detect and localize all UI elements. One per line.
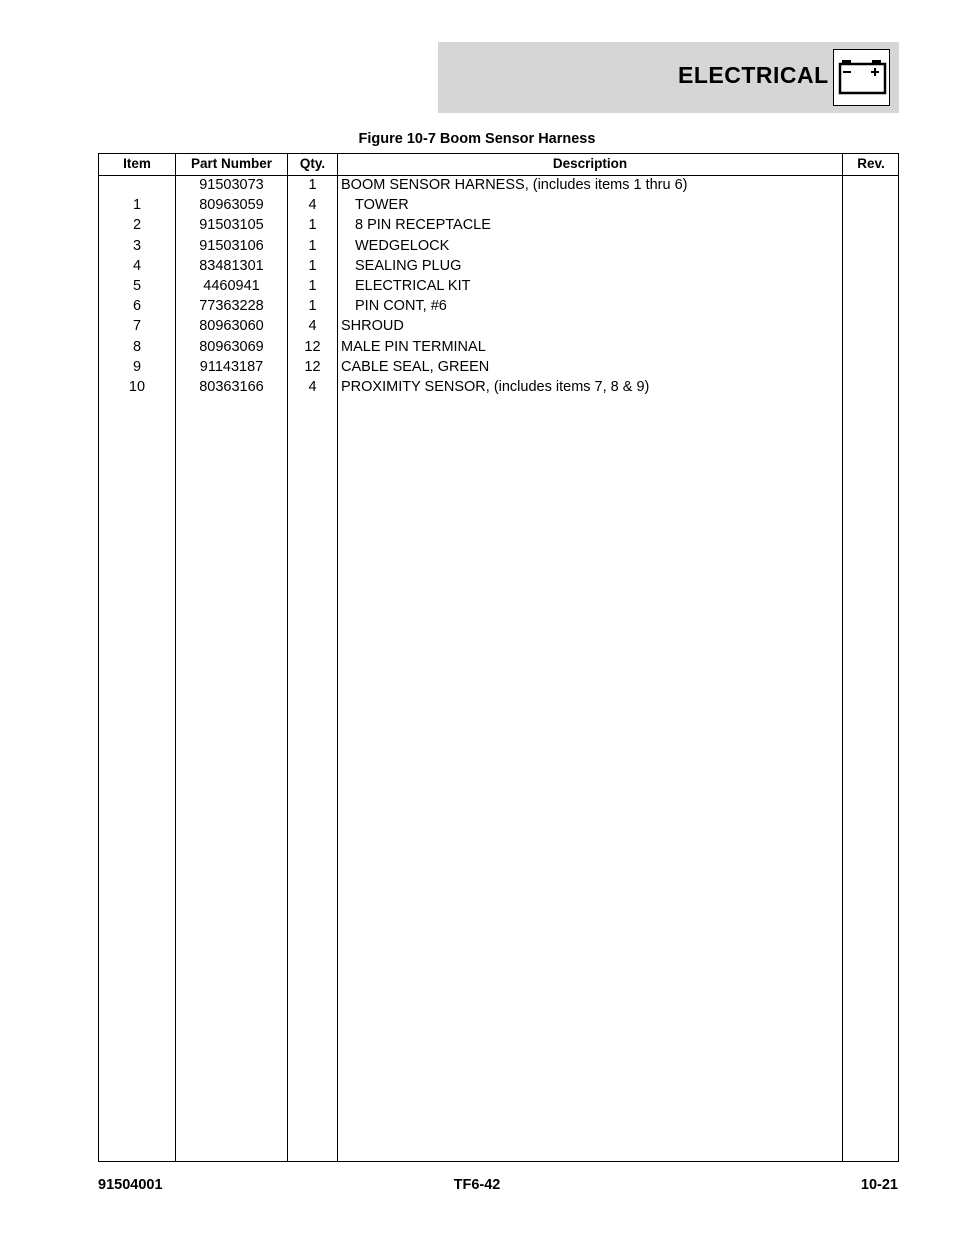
column-header-qty: Qty. [299, 156, 326, 171]
part-number-cell: 80963059 [199, 197, 264, 214]
part-number-cell: 77363228 [199, 298, 264, 315]
section-header-band [438, 42, 899, 113]
item-cell: 4 [132, 257, 142, 274]
description-cell: PIN CONT, #6 [355, 298, 447, 315]
item-cell: 7 [132, 318, 142, 335]
item-cell: 10 [128, 379, 146, 395]
qty-cell: 12 [304, 358, 321, 375]
column-header-part-number: Part Number [190, 156, 273, 171]
qty-cell: 4 [308, 379, 317, 395]
item-cell: 5 [132, 278, 142, 294]
table-row [99, 316, 898, 336]
battery-icon [833, 49, 890, 106]
table-row [99, 215, 898, 235]
section-title: ELECTRICAL [678, 62, 829, 88]
qty-cell: 12 [304, 338, 321, 355]
item-cell: 8 [132, 338, 142, 355]
footer-manual-code: TF6-42 [453, 1177, 501, 1193]
part-number-cell: 4460941 [203, 278, 260, 294]
part-number-cell: 80363166 [199, 379, 264, 395]
footer-document-number: 91504001 [98, 1177, 163, 1193]
qty-cell: 1 [308, 298, 317, 315]
description-cell: BOOM SENSOR HARNESS, (includes items 1 thru 6) [341, 177, 688, 193]
qty-cell: 1 [308, 217, 317, 234]
qty-cell: 1 [308, 278, 317, 294]
parts-table [98, 153, 899, 1162]
part-number-cell: 83481301 [199, 257, 264, 274]
qty-cell: 1 [308, 257, 317, 274]
description-cell: SEALING PLUG [355, 257, 462, 274]
description-cell: PROXIMITY SENSOR, (includes items 7, 8 & 9) [341, 379, 650, 395]
qty-cell: 4 [308, 318, 317, 335]
item-cell: 9 [132, 358, 142, 375]
part-number-cell: 80963069 [199, 338, 264, 355]
part-number-cell: 80963060 [199, 318, 264, 335]
description-cell: WEDGELOCK [355, 237, 450, 254]
column-header-rev: Rev. [857, 156, 885, 171]
description-cell: ELECTRICAL KIT [355, 278, 471, 294]
table-row [99, 296, 898, 316]
qty-cell: 4 [308, 197, 317, 214]
part-number-cell: 91503106 [199, 237, 264, 254]
part-number-cell: 91503105 [199, 217, 264, 234]
qty-cell: 1 [308, 177, 317, 193]
part-number-cell: 91143187 [199, 358, 264, 375]
description-cell: MALE PIN TERMINAL [341, 338, 486, 355]
item-cell: 3 [132, 237, 142, 254]
column-header-description: Description [552, 156, 628, 171]
table-row [99, 276, 898, 296]
qty-cell: 1 [308, 237, 317, 254]
table-row [99, 175, 898, 195]
figure-title: Figure 10-7 Boom Sensor Harness [358, 131, 596, 147]
description-cell: TOWER [355, 197, 409, 214]
table-row [99, 256, 898, 276]
table-row [99, 337, 898, 357]
table-row [99, 357, 898, 377]
item-cell: 6 [132, 298, 142, 315]
footer-page-number: 10-21 [860, 1177, 898, 1193]
description-cell: CABLE SEAL, GREEN [341, 358, 490, 375]
table-row [99, 195, 898, 215]
table-row [99, 236, 898, 256]
description-cell: 8 PIN RECEPTACLE [355, 217, 491, 234]
part-number-cell: 91503073 [199, 177, 264, 193]
item-cell: 2 [132, 217, 142, 234]
description-cell: SHROUD [341, 318, 404, 335]
column-header-item: Item [123, 156, 151, 171]
item-cell: 1 [132, 197, 142, 214]
table-row [99, 377, 898, 397]
